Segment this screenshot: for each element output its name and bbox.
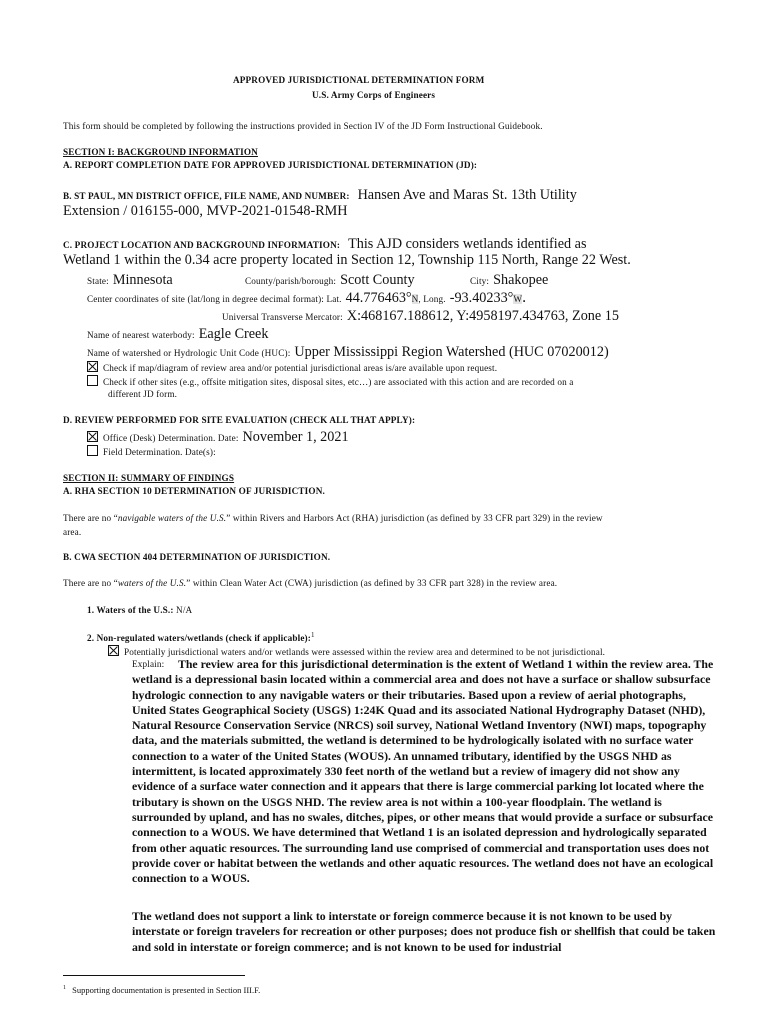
office-date: November 1, 2021	[242, 429, 349, 445]
map-check-label: Check if map/diagram of review area and/or potential jurisdictional areas is/are available upon request.	[103, 363, 498, 373]
waters-value: N/A	[176, 605, 193, 615]
waters-item	[87, 605, 192, 615]
footnote-text: Supporting documentation is presented in Section III.F.	[72, 985, 261, 995]
county-label: County/parish/borough:	[245, 276, 337, 286]
rha-pre: There are no “	[63, 513, 118, 523]
office-label: Office (Desk) Determination. Date:	[103, 433, 239, 443]
commerce-paragraph: The wetland does not support a link to interstate or foreign commerce because it is not known to be used by interstate or foreign travelers for recreation or other purposes; does not produce fish or shellfish that could be taken and sold in interstate or foreign commerce; and is not known to be used for industrial	[132, 909, 716, 954]
footnote-divider	[63, 975, 245, 976]
huc-label: Name of watershed or Hydrologic Unit Code (HUC):	[87, 348, 291, 358]
map-check-row	[87, 361, 497, 373]
potential-checkbox[interactable]	[108, 645, 119, 656]
utm-value: X:468167.188612, Y:4958197.434763, Zone 15	[346, 308, 619, 324]
other-sites-check-row	[87, 375, 574, 387]
lat-dir: N	[411, 294, 419, 304]
city-value: Shakopee	[493, 272, 549, 288]
waterbody-label: Name of nearest waterbody:	[87, 330, 195, 340]
county-value: Scott County	[340, 272, 415, 288]
city-row	[470, 271, 548, 289]
waterbody-row	[87, 325, 268, 343]
waterbody-value: Eagle Creek	[198, 326, 269, 342]
utm-label: Universal Transverse Mercator:	[222, 312, 343, 322]
rha-italic: navigable waters of the U.S.	[117, 513, 227, 523]
cwa-pre: There are no “	[63, 578, 118, 588]
county-row	[245, 271, 415, 289]
utm-row	[222, 307, 619, 325]
non-regulated-footnote-ref: 1	[310, 631, 315, 639]
item-c-value-line2: Wetland 1 within the 0.34 acre property located in Section 12, Township 115 North, Range 22 West.	[63, 252, 631, 268]
field-label: Field Determination. Date(s):	[103, 447, 216, 457]
item-b-value: Hansen Ave and Maras St. 13th Utility	[357, 187, 577, 203]
non-regulated-item	[87, 631, 315, 643]
city-label: City:	[470, 276, 490, 286]
item-c-label: C. PROJECT LOCATION AND BACKGROUND INFORMATION:	[63, 240, 341, 250]
item-c-value: This AJD considers wetlands identified as	[348, 236, 587, 252]
non-regulated-label: 2. Non-regulated waters/wetlands (check if applicable):	[87, 633, 311, 644]
map-checkbox[interactable]	[87, 361, 98, 372]
coordinates-row: Center coordinates of site (lat/long in degree decimal format): Lat. 44.776463°N, Long. -93.40233°W.	[87, 289, 527, 306]
other-sites-check-label: Check if other sites (e.g., offsite mitigation sites, disposal sites, etc…) are associated with this action and are recorded on a	[103, 377, 574, 387]
other-sites-checkbox[interactable]	[87, 375, 98, 386]
section1-item-c	[63, 235, 586, 253]
field-checkbox[interactable]	[87, 445, 98, 456]
section1-item-a: A. REPORT COMPLETION DATE FOR APPROVED JURISDICTIONAL DETERMINATION (JD):	[63, 160, 478, 170]
section2-item-a: A. RHA SECTION 10 DETERMINATION OF JURISDICTION.	[63, 486, 325, 496]
cwa-post: ” within Clean Water Act (CWA) jurisdiction (as defined by 33 CFR part 328) in the review area.	[186, 578, 558, 588]
rha-statement-line2: area.	[63, 527, 82, 537]
explain-label: Explain:	[132, 659, 165, 669]
section2-heading: SECTION II: SUMMARY OF FINDINGS	[63, 473, 235, 483]
cwa-italic: waters of the U.S.	[117, 578, 187, 588]
long-dir: W	[513, 294, 523, 304]
office-determination-row	[87, 428, 349, 446]
state-row	[87, 271, 173, 289]
field-determination-row	[87, 445, 216, 457]
explanation-text	[132, 657, 716, 886]
potential-row	[108, 645, 605, 657]
long-label: , Long.	[418, 294, 446, 304]
potential-text: Potentially jurisdictional waters and/or wetlands were assessed within the review area and determined to be not jurisdictional.	[124, 647, 606, 657]
intro-text: This form should be completed by following the instructions provided in Section IV of the JD Form Instructional Guidebook.	[63, 121, 543, 131]
lat-value: 44.776463°	[345, 290, 412, 306]
state-value: Minnesota	[112, 272, 173, 288]
section2-item-b: B. CWA SECTION 404 DETERMINATION OF JURISDICTION.	[63, 552, 331, 562]
footnote-marker: 1	[63, 985, 66, 992]
section1-heading: SECTION I: BACKGROUND INFORMATION	[63, 147, 258, 157]
section1-item-d: D. REVIEW PERFORMED FOR SITE EVALUATION (CHECK ALL THAT APPLY):	[63, 415, 416, 425]
waters-label: 1. Waters of the U.S.:	[87, 605, 174, 615]
office-checkbox[interactable]	[87, 431, 98, 442]
rha-statement	[63, 513, 603, 523]
footnote	[63, 985, 260, 995]
form-subtitle: U.S. Army Corps of Engineers	[312, 90, 436, 100]
cwa-statement	[63, 578, 557, 588]
item-b-value-line2: Extension / 016155-000, MVP-2021-01548-RMH	[63, 203, 348, 219]
huc-row	[87, 343, 609, 361]
other-sites-check-label-line2: different JD form.	[108, 389, 178, 399]
section1-item-b	[63, 186, 577, 204]
item-b-label: B. ST PAUL, MN DISTRICT OFFICE, FILE NAME, AND NUMBER:	[63, 191, 350, 201]
long-value: -93.40233°	[449, 290, 514, 306]
state-label: State:	[87, 276, 109, 286]
center-label: Center coordinates of site (lat/long in degree decimal format): Lat.	[87, 294, 342, 304]
explanation-body: The review area for this jurisdictional determination is the extent of Wetland 1 within the review area. The wetland is a depressional basin located within a commercial area and does not have a surface or shallow subsurface hydrologic connection to any navigable waters or their tributaries. Based upon a review of aerial photographs, United States Geographical Society (USGS) 1:24K Quad and its associated National Hydrography Dataset (NHD), Natural Resource Conservation Service (NRCS) soil survey, National Wetland Inventory (NWI) maps, topography data, and the materials submitted, the wetland is determined to be hydrologically isolated with no surface water connection to a water of the United States (WOUS). An unnamed tributary, identified by the USGS NHD as intermittent, is located approximately 330 feet north of the wetland but a review of imagery did not show any evidence of a surface water connection and it appears that there is large commercial parking lot located where the tributary is shown on the USGS NHD. The review area is not within a 100-year floodplain. The wetland is surrounded by upland, and has no swales, ditches, pipes, or other means that would provide a surface or subsurface connection to a WOUS. We have determined that Wetland 1 is an isolated depression and hydrologically separated from other aquatic resources. The surrounding land use comprised of commercial and transportation uses does not provide cover or habitat between the wetlands and other aquatic resources. The wetland does not have an ecological connection to a WOUS.	[132, 657, 714, 886]
huc-value: Upper Mississippi Region Watershed (HUC 07020012)	[294, 344, 609, 360]
form-title: APPROVED JURISDICTIONAL DETERMINATION FORM	[233, 75, 485, 85]
rha-post: ” within Rivers and Harbors Act (RHA) jurisdiction (as defined by 33 CFR part 329) in the review	[226, 513, 603, 523]
